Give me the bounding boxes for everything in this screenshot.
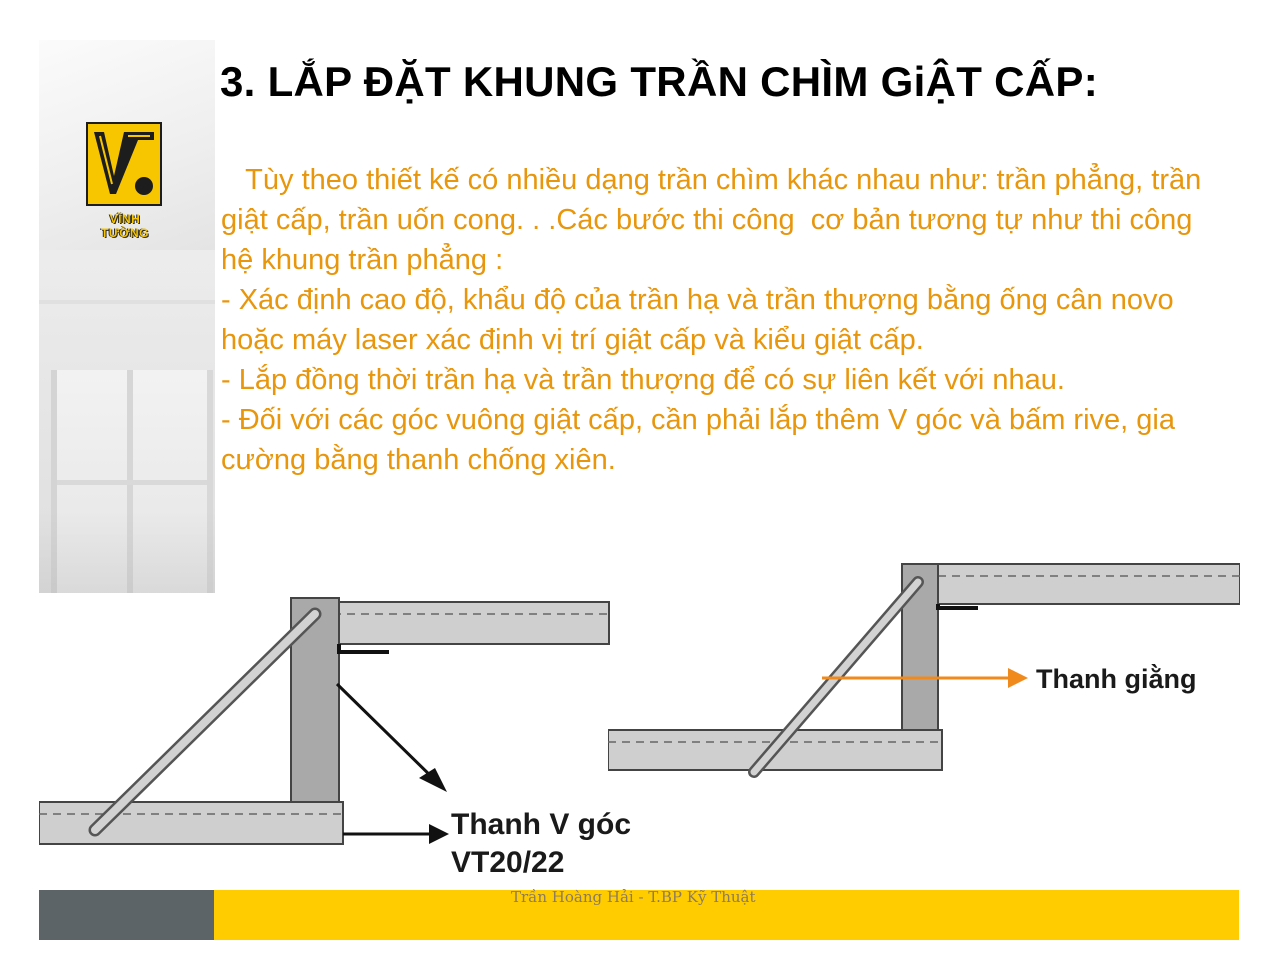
ceiling-line: [39, 300, 215, 304]
logo-brand-name: VĨNH TƯỜNG: [100, 212, 150, 240]
footer-author: Trần Hoàng Hải - T.BP Kỹ Thuật: [511, 888, 756, 906]
label-bracing: Thanh giằng: [1036, 664, 1197, 694]
body-text: [221, 160, 1231, 480]
diagram-v-corner-drawing: [39, 592, 659, 892]
footer-gray-bar: [39, 890, 214, 940]
vinh-tuong-logo: [84, 122, 166, 240]
paragraph-step-1: - Xác định cao độ, khẩu độ của trần hạ và trần thượng bằng ống cân novo hoặc máy laser xác định vị trí giật cấp và kiểu giật cấp.: [221, 284, 1174, 356]
label-v-corner-code: VT20/22: [451, 846, 565, 879]
diagram-v-corner: [39, 592, 659, 892]
diagram-bracing: [608, 560, 1240, 782]
paragraph-step-2: - Lắp đồng thời trần hạ và trần thượng để có sự liên kết với nhau.: [221, 364, 1065, 396]
logo-mark: [86, 122, 162, 206]
slide-title: 3. LẮP ĐẶT KHUNG TRẦN CHÌM GiẬT CẤP:: [220, 58, 1099, 105]
paragraph-intro: Tùy theo thiết kế có nhiều dạng trần chìm khác nhau như: trần phẳng, trần giật cấp, trần uốn cong. . .Các bước thi công cơ bản tương tự như thi công hệ khung trần phẳng :: [221, 164, 1210, 276]
paragraph-step-3: - Đối với các góc vuông giật cấp, cần phải lắp thêm V góc và bấm rive, gia cường bằng thanh chống xiên.: [221, 404, 1175, 476]
label-v-corner: Thanh V góc: [451, 808, 631, 841]
logo-v7-icon: [88, 124, 160, 204]
